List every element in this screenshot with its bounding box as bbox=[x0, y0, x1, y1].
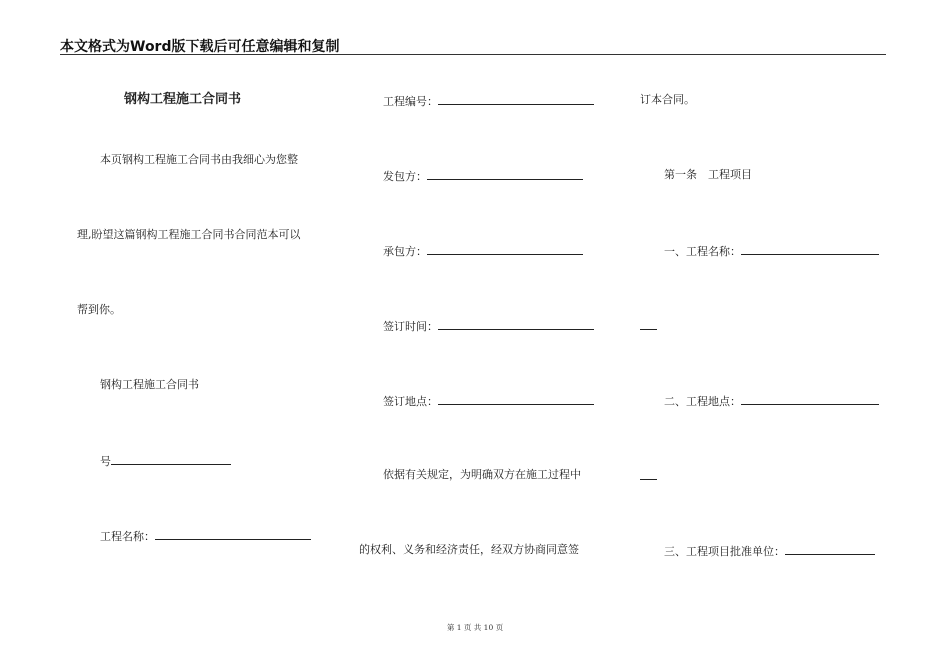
item-2-label: 二、工程地点： bbox=[664, 395, 741, 408]
item-2-blank bbox=[741, 393, 879, 405]
project-name-label: 工程名称： bbox=[100, 530, 155, 543]
contractor-field bbox=[383, 243, 583, 259]
item-3-blank bbox=[785, 543, 875, 555]
item-2-blank-continued bbox=[640, 468, 657, 484]
sign-place-field bbox=[383, 393, 594, 409]
page-footer: 第 1 页 共 10 页 bbox=[446, 623, 504, 632]
item-1-blank bbox=[741, 243, 879, 255]
contract-number-label: 号 bbox=[100, 455, 111, 468]
project-number-field bbox=[383, 93, 594, 109]
basis-line-1: 依据有关规定，为明确双方在施工过程中 bbox=[383, 468, 581, 481]
document-title: 钢构工程施工合同书 bbox=[124, 92, 242, 107]
employer-field bbox=[383, 168, 583, 184]
project-number-blank bbox=[438, 93, 594, 105]
item-2-field bbox=[664, 393, 879, 409]
project-number-label: 工程编号： bbox=[383, 95, 438, 108]
sign-time-label: 签订时间： bbox=[383, 320, 438, 333]
header-rule bbox=[60, 54, 886, 55]
item-2-blank-tail bbox=[640, 468, 657, 480]
contract-number-blank bbox=[111, 453, 231, 465]
item-1-blank-continued bbox=[640, 318, 657, 334]
item-1-blank-tail bbox=[640, 318, 657, 330]
contract-heading: 钢构工程施工合同书 bbox=[100, 378, 199, 391]
sign-time-blank bbox=[438, 318, 594, 330]
contractor-blank bbox=[427, 243, 583, 255]
project-name-blank bbox=[155, 528, 311, 540]
contractor-label: 承包方： bbox=[383, 245, 427, 258]
continuation-text: 订本合同。 bbox=[640, 93, 695, 106]
item-1-field bbox=[664, 243, 879, 259]
item-3-label: 三、工程项目批准单位： bbox=[664, 545, 785, 558]
document-header: 本文格式为Word版下载后可任意编辑和复制 bbox=[60, 39, 340, 55]
employer-label: 发包方： bbox=[383, 170, 427, 183]
item-3-field bbox=[664, 543, 875, 559]
article-1-heading: 第一条 工程项目 bbox=[664, 168, 752, 181]
intro-line-1: 本页钢构工程施工合同书由我细心为您整 bbox=[100, 153, 298, 166]
item-1-label: 一、工程名称： bbox=[664, 245, 741, 258]
intro-line-2: 理,盼望这篇钢构工程施工合同书合同范本可以 bbox=[77, 228, 301, 241]
sign-time-field bbox=[383, 318, 594, 334]
contract-number-field bbox=[100, 453, 231, 469]
project-name-field bbox=[100, 528, 311, 544]
basis-line-2: 的权利、义务和经济责任，经双方协商同意签 bbox=[359, 543, 579, 556]
intro-line-3: 帮到你。 bbox=[77, 303, 121, 316]
sign-place-blank bbox=[438, 393, 594, 405]
sign-place-label: 签订地点： bbox=[383, 395, 438, 408]
employer-blank bbox=[427, 168, 583, 180]
